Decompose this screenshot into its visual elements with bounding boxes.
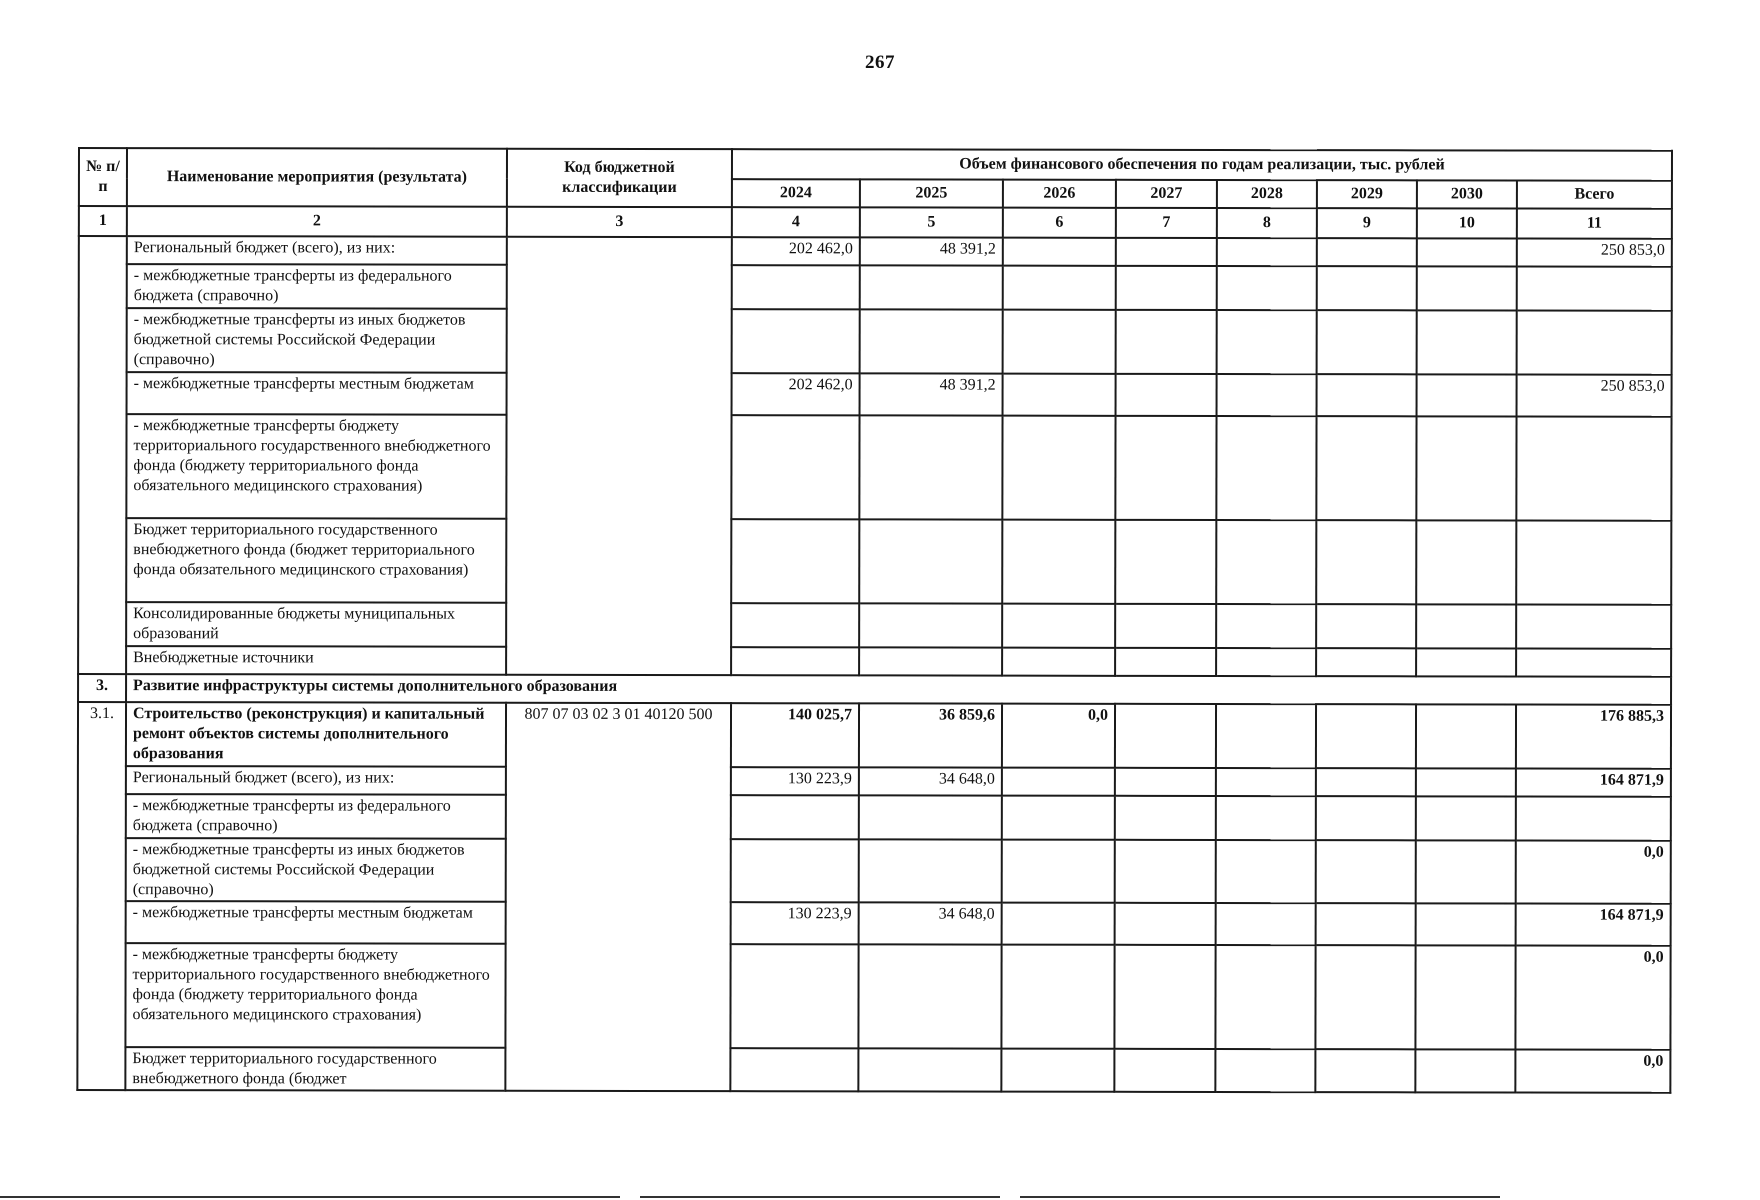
table-row <box>78 794 1671 841</box>
value-2025: 34 648,0 <box>859 902 1002 944</box>
value-2030 <box>1417 310 1517 374</box>
value-2026 <box>1003 266 1116 310</box>
table-row <box>79 372 1672 417</box>
value-2029 <box>1317 310 1417 374</box>
value-2025 <box>860 309 1003 373</box>
row-name: Строительство (реконструкция) и капитальный ремонт объектов системы дополнительного образования <box>126 702 506 767</box>
value-2028 <box>1216 648 1316 676</box>
row-name: - межбюджетные трансферты местным бюджетам <box>126 901 506 944</box>
value-2026 <box>1001 1049 1114 1092</box>
row-name: Внебюджетные источники <box>126 646 506 675</box>
table-row <box>79 264 1672 311</box>
value-2024 <box>731 839 859 902</box>
value-2029 <box>1316 768 1416 796</box>
column-number: 3 <box>507 207 732 237</box>
value-2027 <box>1115 648 1216 676</box>
column-number-row <box>79 206 1672 239</box>
value-total: 250 853,0 <box>1517 375 1672 417</box>
value-2029 <box>1315 1049 1415 1092</box>
table-row <box>78 518 1671 605</box>
row-name: Бюджет территориального государственного внебюджетного фонда (бюджет территориального фонда обязательного медицинского страхования) <box>126 518 506 603</box>
value-2027 <box>1115 604 1216 648</box>
value-2029 <box>1316 796 1416 840</box>
header-year-2024: 2024 <box>732 179 860 207</box>
value-2030 <box>1416 903 1516 945</box>
value-2024 <box>732 265 860 309</box>
value-2024 <box>731 415 859 519</box>
value-2026 <box>1003 238 1116 266</box>
column-number: 1 <box>79 206 127 236</box>
value-2026 <box>1002 796 1115 840</box>
value-2026 <box>1002 648 1115 676</box>
value-2028 <box>1216 520 1316 604</box>
section-title: Развитие инфраструктуры системы дополнительного образования <box>126 674 1671 705</box>
value-2026: 0,0 <box>1002 704 1115 768</box>
row-name: - межбюджетные трансферты из федерального бюджета (справочно) <box>126 794 506 839</box>
value-2024: 130 223,9 <box>731 902 859 944</box>
value-2026 <box>1002 768 1115 796</box>
value-2030 <box>1415 1049 1515 1092</box>
header-funding-volume: Объем финансового обеспечения по годам реализации, тыс. рублей <box>732 149 1672 181</box>
row-name: - межбюджетные трансферты из федерального бюджета (справочно) <box>127 264 507 309</box>
value-2030 <box>1417 266 1517 310</box>
value-2030 <box>1416 840 1516 903</box>
header-year-2028: 2028 <box>1217 180 1317 208</box>
scan-edge-line <box>640 1196 1000 1198</box>
value-2030 <box>1416 768 1516 796</box>
value-2028 <box>1216 768 1316 796</box>
row-name: - межбюджетные трансферты местным бюджетам <box>127 372 507 415</box>
value-2027 <box>1115 840 1216 903</box>
table-row <box>78 702 1671 769</box>
value-2029 <box>1317 238 1417 266</box>
value-2028 <box>1216 604 1316 648</box>
row-name: Бюджет территориального государственного внебюджетного фонда (бюджет <box>125 1047 505 1091</box>
value-2025: 48 391,2 <box>860 237 1003 265</box>
value-2026 <box>1002 903 1115 945</box>
value-total <box>1516 649 1671 677</box>
item-number: 3.1. <box>77 702 126 1090</box>
value-2028 <box>1217 310 1317 374</box>
row-name: - межбюджетные трансферты бюджету территориального государственного внебюджетного фонда (бюджету территориального фонда обязательного медицинского страхования) <box>125 943 505 1048</box>
column-number: 6 <box>1003 208 1116 238</box>
value-2024 <box>731 647 859 675</box>
value-2026 <box>1002 840 1115 903</box>
scan-edge-line <box>1020 1196 1500 1198</box>
value-2029 <box>1316 840 1416 903</box>
value-2027 <box>1116 310 1217 374</box>
value-2025 <box>858 1048 1001 1091</box>
value-2029 <box>1316 903 1416 945</box>
column-number: 8 <box>1217 208 1317 238</box>
table-row <box>78 646 1671 677</box>
value-2025: 36 859,6 <box>859 703 1002 767</box>
column-number: 11 <box>1517 209 1672 239</box>
table-row <box>78 414 1671 521</box>
value-total <box>1516 521 1671 605</box>
value-2025: 34 648,0 <box>859 767 1002 795</box>
header-row-1 <box>79 148 1672 181</box>
value-total: 164 871,9 <box>1516 769 1671 797</box>
value-2024 <box>732 309 860 373</box>
table-row <box>78 766 1671 797</box>
table-row <box>78 838 1671 904</box>
value-2030 <box>1417 374 1517 416</box>
value-2028 <box>1217 266 1317 310</box>
value-2024: 140 025,7 <box>731 703 859 767</box>
header-year-2027: 2027 <box>1116 180 1217 208</box>
value-2025 <box>859 647 1002 675</box>
column-number: 5 <box>860 207 1003 237</box>
value-2028 <box>1215 1049 1315 1092</box>
value-2026 <box>1003 310 1116 374</box>
row-name: - межбюджетные трансферты бюджету территориального государственного внебюджетного фонда (бюджету территориального фонда обязательного медицинского страхования) <box>126 414 506 519</box>
value-2027 <box>1116 266 1217 310</box>
header-budget-code: Код бюджетной классификации <box>507 149 732 207</box>
value-total: 164 871,9 <box>1516 904 1671 946</box>
value-2025 <box>858 944 1001 1048</box>
value-total: 0,0 <box>1515 946 1670 1050</box>
value-2027 <box>1115 416 1216 520</box>
value-total: 0,0 <box>1516 841 1671 904</box>
header-year-2025: 2025 <box>860 179 1003 207</box>
header-total: Всего <box>1517 181 1672 209</box>
value-2026 <box>1003 374 1116 416</box>
column-number: 10 <box>1417 208 1517 238</box>
column-number: 7 <box>1116 208 1217 238</box>
header-year-2029: 2029 <box>1317 180 1417 208</box>
value-2027 <box>1115 903 1216 945</box>
value-2025 <box>859 839 1002 902</box>
section-row <box>78 674 1671 705</box>
value-2030 <box>1416 704 1516 768</box>
value-2029 <box>1316 520 1416 604</box>
value-2027 <box>1115 796 1216 840</box>
value-2027 <box>1116 238 1217 266</box>
value-total: 250 853,0 <box>1517 239 1672 267</box>
value-2028 <box>1215 945 1315 1049</box>
column-number: 9 <box>1317 208 1417 238</box>
value-2027 <box>1116 374 1217 416</box>
table-row <box>78 602 1671 649</box>
row-name: Региональный бюджет (всего), из них: <box>126 766 506 795</box>
value-2027 <box>1115 768 1216 796</box>
row-number-cell <box>78 236 127 674</box>
value-2024: 202 462,0 <box>732 373 860 415</box>
value-2024 <box>731 519 859 603</box>
value-2024: 202 462,0 <box>732 237 860 265</box>
value-2026 <box>1002 604 1115 648</box>
budget-code-cell <box>506 237 732 675</box>
value-2028 <box>1216 704 1316 768</box>
value-2028 <box>1216 796 1316 840</box>
row-name: Консолидированные бюджеты муниципальных образований <box>126 602 506 647</box>
value-2028 <box>1217 238 1317 266</box>
table-row <box>77 1047 1670 1093</box>
value-total <box>1516 797 1671 841</box>
value-2026 <box>1001 945 1114 1049</box>
value-2028 <box>1217 374 1317 416</box>
scan-edge-line <box>0 1196 620 1198</box>
value-2030 <box>1417 238 1517 266</box>
value-2025 <box>859 603 1002 647</box>
row-name: Региональный бюджет (всего), из них: <box>127 236 507 265</box>
section-number: 3. <box>78 674 126 702</box>
header-year-2030: 2030 <box>1417 180 1517 208</box>
row-name: - межбюджетные трансферты из иных бюджетов бюджетной системы Российской Федерации (справочно) <box>127 308 507 373</box>
table-row <box>77 943 1670 1050</box>
value-2025: 48 391,2 <box>860 373 1003 415</box>
value-2029 <box>1317 266 1417 310</box>
value-2028 <box>1216 903 1316 945</box>
value-2029 <box>1315 945 1415 1049</box>
value-2028 <box>1216 840 1316 903</box>
column-number: 4 <box>732 207 860 237</box>
table-row <box>79 236 1672 267</box>
value-2024 <box>731 795 859 839</box>
value-2029 <box>1316 648 1416 676</box>
page-number: 267 <box>865 52 895 73</box>
value-2025 <box>860 265 1003 309</box>
value-2026 <box>1002 416 1115 520</box>
funding-table-sheet <box>76 147 1671 1094</box>
value-2024: 130 223,9 <box>731 767 859 795</box>
value-2027 <box>1114 945 1215 1049</box>
table-row <box>79 308 1672 375</box>
header-row-number: № п/п <box>79 148 127 206</box>
header-year-2026: 2026 <box>1003 180 1116 208</box>
value-2027 <box>1114 1049 1215 1092</box>
value-2030 <box>1416 648 1516 676</box>
value-total: 0,0 <box>1515 1050 1670 1093</box>
value-2027 <box>1115 520 1216 604</box>
row-name: - межбюджетные трансферты из иных бюджетов бюджетной системы Российской Федерации (справочно) <box>126 838 506 902</box>
value-2030 <box>1415 945 1515 1049</box>
budget-code: 807 07 03 02 3 01 40120 500 <box>505 703 731 1091</box>
value-2025 <box>859 795 1002 839</box>
value-2030 <box>1416 416 1516 520</box>
value-2030 <box>1416 604 1516 648</box>
value-2026 <box>1002 520 1115 604</box>
funding-table <box>76 147 1673 1094</box>
value-2024 <box>730 944 858 1048</box>
table-row <box>78 901 1671 946</box>
value-total: 176 885,3 <box>1516 705 1671 769</box>
value-2029 <box>1317 374 1417 416</box>
value-total <box>1516 417 1671 521</box>
value-2030 <box>1416 796 1516 840</box>
value-total <box>1517 267 1672 311</box>
value-2024 <box>731 603 859 647</box>
value-2024 <box>730 1048 858 1091</box>
value-2027 <box>1115 704 1216 768</box>
header-activity-name: Наименование мероприятия (результата) <box>127 148 507 207</box>
value-2028 <box>1216 416 1316 520</box>
value-total <box>1516 605 1671 649</box>
value-2029 <box>1316 604 1416 648</box>
value-2029 <box>1316 704 1416 768</box>
column-number: 2 <box>127 206 507 237</box>
value-2025 <box>859 415 1002 519</box>
value-2025 <box>859 519 1002 603</box>
value-2029 <box>1316 416 1416 520</box>
value-2030 <box>1416 520 1516 604</box>
value-total <box>1517 311 1672 375</box>
